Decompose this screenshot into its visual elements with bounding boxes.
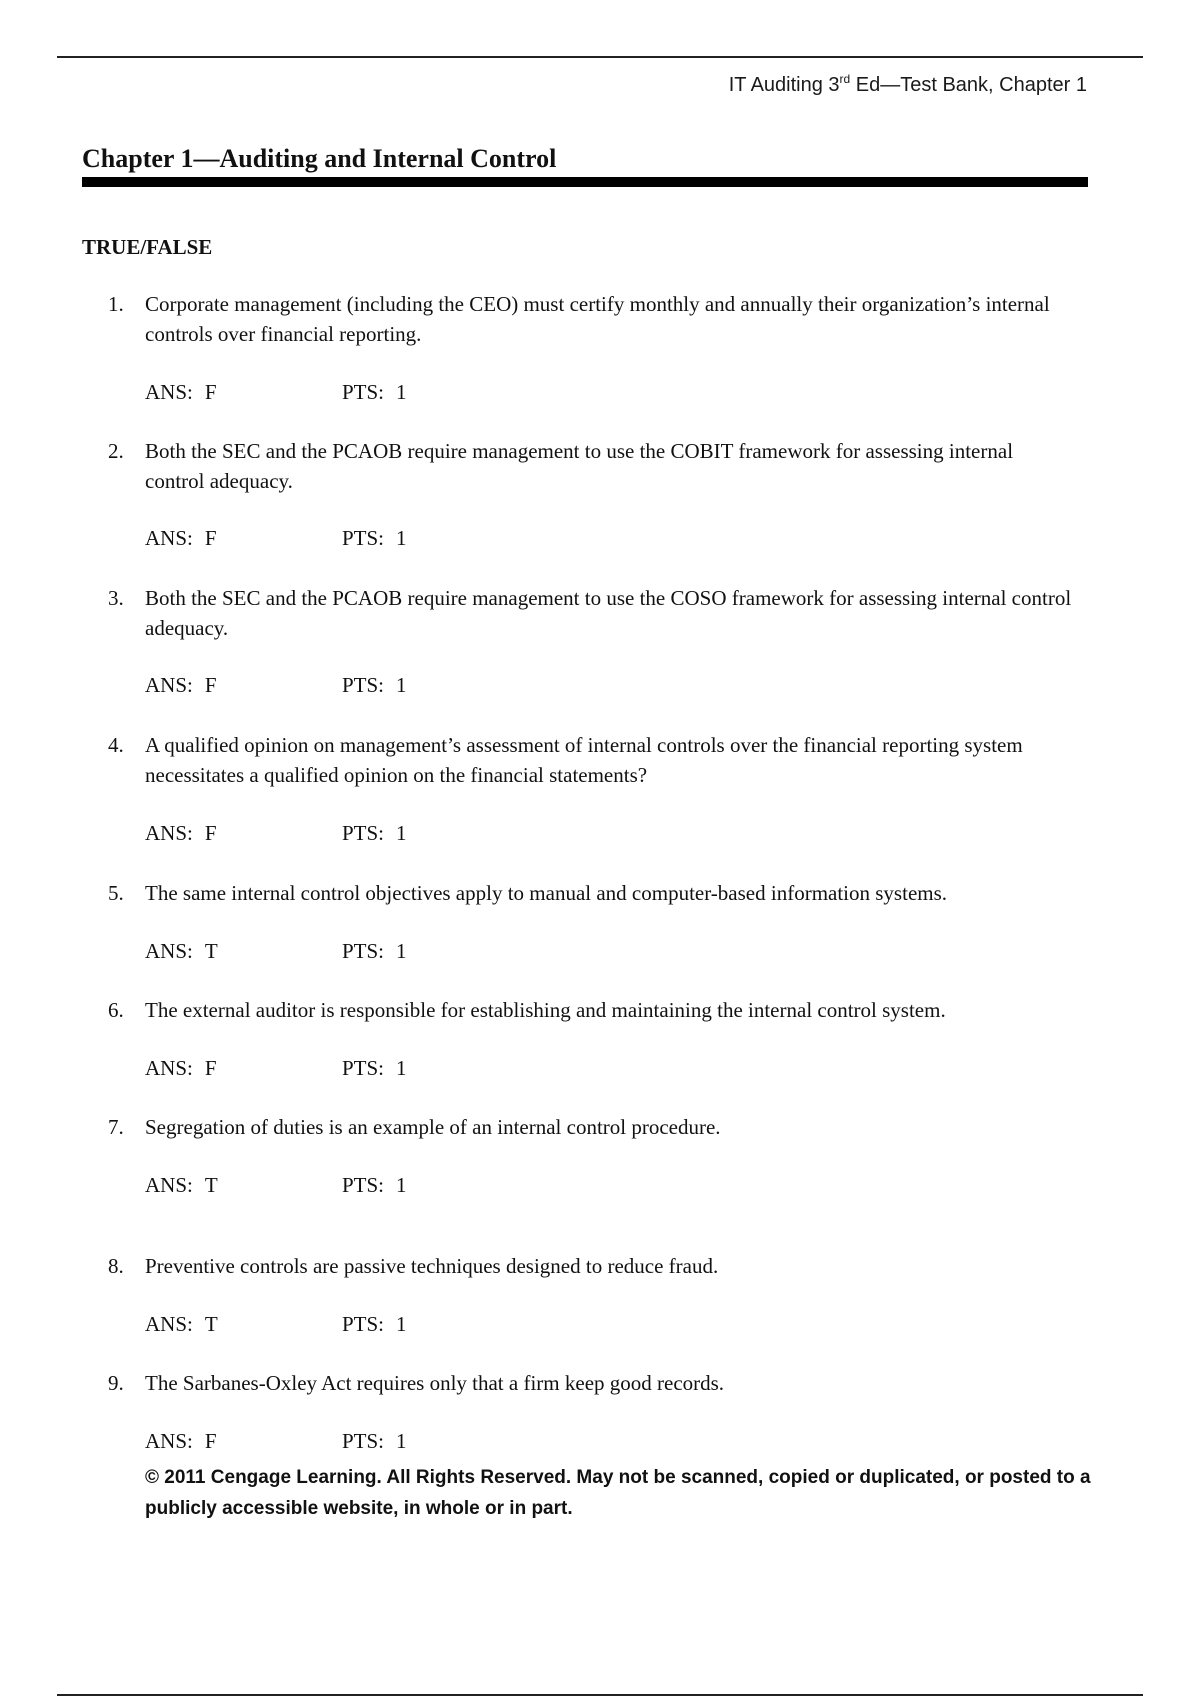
question-number: 6. <box>108 998 124 1022</box>
points-label: PTS: <box>342 1056 385 1080</box>
answer-line <box>145 818 217 848</box>
running-header-suffix: Ed—Test Bank, Chapter 1 <box>850 74 1087 96</box>
answer-value: F <box>204 673 217 697</box>
points-value: 1 <box>396 673 407 697</box>
points-label: PTS: <box>342 1173 385 1197</box>
points-label: PTS: <box>342 526 385 550</box>
points-line <box>342 523 407 553</box>
top-rule <box>57 56 1143 58</box>
points-label: PTS: <box>342 1312 385 1336</box>
question-text: Both the SEC and the PCAOB require management to use the COBIT framework for assessing internal control adequacy. <box>145 439 1014 493</box>
points-line <box>342 1426 407 1456</box>
points-value: 1 <box>396 380 407 404</box>
answer-value: T <box>204 1312 218 1336</box>
answer-value: F <box>204 1429 217 1453</box>
answer-label: ANS: <box>145 1312 193 1336</box>
title-underline-bar <box>82 177 1088 187</box>
points-value: 1 <box>396 939 407 963</box>
question-number: 1. <box>108 292 124 316</box>
answer-value: F <box>204 380 217 404</box>
points-line <box>342 1053 407 1083</box>
answer-value: T <box>204 1173 218 1197</box>
answer-label: ANS: <box>145 939 193 963</box>
running-header <box>729 74 1087 97</box>
points-label: PTS: <box>342 673 385 697</box>
points-value: 1 <box>396 1429 407 1453</box>
answer-label: ANS: <box>145 1429 193 1453</box>
answer-value: T <box>204 939 218 963</box>
question-number: 2. <box>108 439 124 463</box>
points-label: PTS: <box>342 1429 385 1453</box>
points-value: 1 <box>396 526 407 550</box>
question-number: 9. <box>108 1371 124 1395</box>
answer-value: F <box>204 821 217 845</box>
points-value: 1 <box>396 1056 407 1080</box>
points-line <box>342 377 407 407</box>
points-line <box>342 936 407 966</box>
chapter-title: Chapter 1—Auditing and Internal Control <box>82 144 557 173</box>
bottom-rule <box>57 1694 1143 1696</box>
question-text: Corporate management (including the CEO) must certify monthly and annually their organization’s internal controls over financial reporting. <box>145 292 1050 346</box>
question-text: The Sarbanes-Oxley Act requires only that a firm keep good records. <box>145 1371 725 1395</box>
answer-label: ANS: <box>145 1173 193 1197</box>
answer-label: ANS: <box>145 380 193 404</box>
points-line <box>342 1170 407 1200</box>
points-value: 1 <box>396 1173 407 1197</box>
points-line <box>342 818 407 848</box>
question-number: 8. <box>108 1254 124 1278</box>
answer-label: ANS: <box>145 673 193 697</box>
answer-value: F <box>204 526 217 550</box>
question-text: Segregation of duties is an example of an internal control procedure. <box>145 1115 721 1139</box>
question-text: Both the SEC and the PCAOB require management to use the COSO framework for assessing internal control adequacy. <box>145 586 1072 640</box>
answer-value: F <box>204 1056 217 1080</box>
answer-label: ANS: <box>145 1056 193 1080</box>
answer-label: ANS: <box>145 821 193 845</box>
answer-line <box>145 523 217 553</box>
copyright-notice: © 2011 Cengage Learning. All Rights Reserved. May not be scanned, copied or duplicated, or posted to a publicly accessible website, in whole or in part. <box>145 1467 1091 1519</box>
running-header-superscript: rd <box>839 72 851 86</box>
answer-line <box>145 1309 218 1339</box>
points-line <box>342 670 407 700</box>
question-text: A qualified opinion on management’s assessment of internal controls over the financial reporting system necessitates a qualified opinion on the financial statements? <box>145 733 1023 787</box>
answer-line <box>145 670 217 700</box>
section-heading: TRUE/FALSE <box>82 235 213 259</box>
question-text: Preventive controls are passive techniques designed to reduce fraud. <box>145 1254 719 1278</box>
points-label: PTS: <box>342 821 385 845</box>
points-value: 1 <box>396 1312 407 1336</box>
points-label: PTS: <box>342 939 385 963</box>
running-header-prefix: IT Auditing 3 <box>728 74 840 96</box>
answer-line <box>145 1426 217 1456</box>
question-number: 4. <box>108 733 124 757</box>
question-text: The external auditor is responsible for establishing and maintaining the internal control system. <box>145 998 946 1022</box>
question-text: The same internal control objectives apply to manual and computer-based information systems. <box>145 881 948 905</box>
points-value: 1 <box>396 821 407 845</box>
points-line <box>342 1309 407 1339</box>
answer-line <box>145 1170 218 1200</box>
answer-line <box>145 1053 217 1083</box>
points-label: PTS: <box>342 380 385 404</box>
question-number: 3. <box>108 586 124 610</box>
answer-line <box>145 936 218 966</box>
question-number: 5. <box>108 881 124 905</box>
answer-line <box>145 377 217 407</box>
question-number: 7. <box>108 1115 124 1139</box>
answer-label: ANS: <box>145 526 193 550</box>
